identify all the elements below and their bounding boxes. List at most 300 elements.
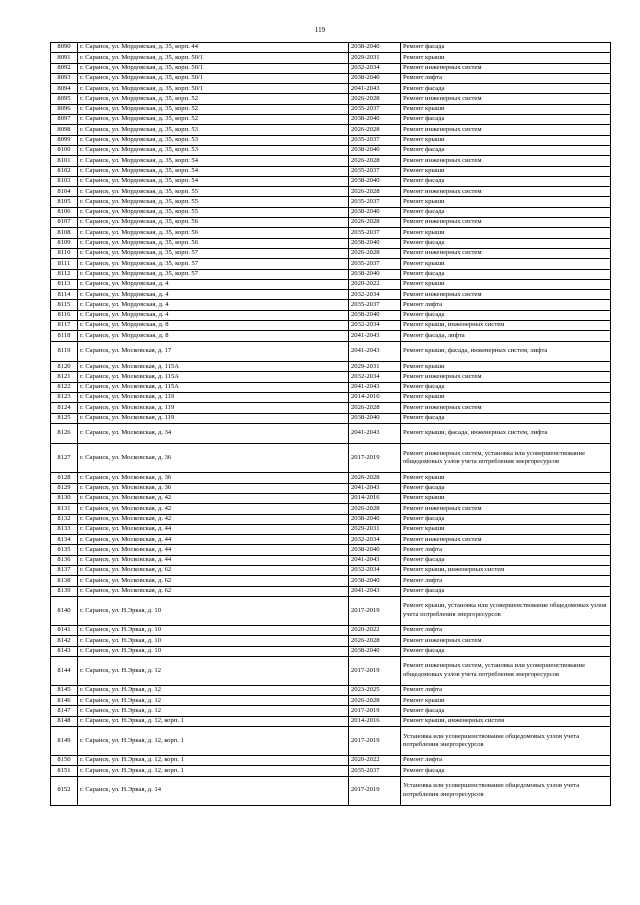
work-type-cell: Ремонт инженерных систем	[401, 94, 611, 104]
period-cell: 2038-2040	[349, 145, 401, 155]
period-cell: 2038-2040	[349, 176, 401, 186]
address-cell: г. Саранск, ул. Московская, д. 119	[78, 403, 349, 413]
work-type-cell: Ремонт инженерных систем, установка или усовершенствование общедомовых узлов учета потребления энергоресурсов	[401, 444, 611, 473]
table-row	[51, 696, 611, 706]
address-cell: г. Саранск, ул. Н.Эркая, д. 12	[78, 696, 349, 706]
work-type-cell: Ремонт фасада	[401, 555, 611, 565]
table-row	[51, 727, 611, 756]
work-type-cell: Ремонт крыши	[401, 362, 611, 372]
period-cell: 2026-2028	[349, 473, 401, 483]
work-type-cell: Ремонт лифта	[401, 576, 611, 586]
work-type-cell: Ремонт фасада	[401, 413, 611, 423]
period-cell: 2035-2037	[349, 259, 401, 269]
work-type-cell: Ремонт крыши	[401, 104, 611, 114]
row-number-cell: 8126	[51, 423, 78, 444]
work-type-cell: Ремонт лифта	[401, 300, 611, 310]
work-type-cell: Ремонт крыши	[401, 197, 611, 207]
address-cell: г. Саранск, ул. Московская, д. 119	[78, 413, 349, 423]
row-number-cell: 8133	[51, 524, 78, 534]
table-row	[51, 555, 611, 565]
address-cell: г. Саранск, ул. Н.Эркая, д. 12	[78, 656, 349, 685]
address-cell: г. Саранск, ул. Московская, д. 34	[78, 423, 349, 444]
row-number-cell: 8147	[51, 706, 78, 716]
work-type-cell: Ремонт фасада	[401, 176, 611, 186]
row-number-cell: 8091	[51, 53, 78, 63]
row-number-cell: 8093	[51, 73, 78, 83]
period-cell: 2017-2019	[349, 776, 401, 805]
work-type-cell: Ремонт фасада, лифта	[401, 331, 611, 341]
address-cell: г. Саранск, ул. Московская, д. 44	[78, 555, 349, 565]
period-cell: 2029-2031	[349, 524, 401, 534]
row-number-cell: 8100	[51, 145, 78, 155]
period-cell: 2014-2016	[349, 716, 401, 726]
table-row	[51, 393, 611, 403]
work-type-cell: Ремонт фасада	[401, 43, 611, 53]
period-cell: 2035-2037	[349, 300, 401, 310]
table-row	[51, 218, 611, 228]
table-row	[51, 646, 611, 656]
table-row	[51, 535, 611, 545]
period-cell: 2026-2028	[349, 94, 401, 104]
table-row	[51, 290, 611, 300]
work-type-cell: Ремонт крыши	[401, 279, 611, 289]
table-row	[51, 514, 611, 524]
table-row	[51, 566, 611, 576]
row-number-cell: 8128	[51, 473, 78, 483]
address-cell: г. Саранск, ул. Н.Эркая, д. 12	[78, 706, 349, 716]
address-cell: г. Саранск, ул. Мордовская, д. 35, корп. 56	[78, 238, 349, 248]
row-number-cell: 8110	[51, 248, 78, 258]
address-cell: г. Саранск, ул. Н.Эркая, д. 12, корп. 1	[78, 716, 349, 726]
row-number-cell: 8148	[51, 716, 78, 726]
address-cell: г. Саранск, ул. Московская, д. 115А	[78, 382, 349, 392]
period-cell: 2038-2040	[349, 413, 401, 423]
address-cell: г. Саранск, ул. Мордовская, д. 4	[78, 290, 349, 300]
row-number-cell: 8124	[51, 403, 78, 413]
period-cell: 2026-2028	[349, 248, 401, 258]
table-row	[51, 197, 611, 207]
address-cell: г. Саранск, ул. Мордовская, д. 35, корп. 50/1	[78, 63, 349, 73]
work-type-cell: Ремонт крыши, инженерных систем	[401, 566, 611, 576]
row-number-cell: 8113	[51, 279, 78, 289]
table-row	[51, 63, 611, 73]
row-number-cell: 8138	[51, 576, 78, 586]
period-cell: 2020-2022	[349, 279, 401, 289]
table-row	[51, 269, 611, 279]
row-number-cell: 8144	[51, 656, 78, 685]
row-number-cell: 8137	[51, 566, 78, 576]
table-row	[51, 84, 611, 94]
work-type-cell: Ремонт крыши	[401, 524, 611, 534]
row-number-cell: 8145	[51, 685, 78, 695]
row-number-cell: 8127	[51, 444, 78, 473]
row-number-cell: 8132	[51, 514, 78, 524]
table-row	[51, 685, 611, 695]
work-type-cell: Ремонт крыши, фасада, инженерных систем, лифта	[401, 423, 611, 444]
table-row	[51, 382, 611, 392]
work-type-cell: Ремонт фасада	[401, 706, 611, 716]
table-row	[51, 403, 611, 413]
work-type-cell: Установка или усовершенствование общедомовых узлов учета потребления энергоресурсов	[401, 727, 611, 756]
address-cell: г. Саранск, ул. Мордовская, д. 35, корп. 56	[78, 218, 349, 228]
row-number-cell: 8112	[51, 269, 78, 279]
table-row	[51, 279, 611, 289]
address-cell: г. Саранск, ул. Московская, д. 44	[78, 524, 349, 534]
address-cell: г. Саранск, ул. Московская, д. 115А	[78, 362, 349, 372]
work-type-cell: Ремонт инженерных систем	[401, 125, 611, 135]
work-type-cell: Ремонт лифта	[401, 625, 611, 635]
work-type-cell: Ремонт инженерных систем	[401, 290, 611, 300]
address-cell: г. Саранск, ул. Мордовская, д. 35, корп. 44	[78, 43, 349, 53]
work-type-cell: Ремонт инженерных систем	[401, 63, 611, 73]
address-cell: г. Саранск, ул. Н.Эркая, д. 10	[78, 646, 349, 656]
table-row	[51, 504, 611, 514]
address-cell: г. Саранск, ул. Мордовская, д. 35, корп. 52	[78, 115, 349, 125]
address-cell: г. Саранск, ул. Мордовская, д. 35, корп. 55	[78, 187, 349, 197]
row-number-cell: 8146	[51, 696, 78, 706]
table-row	[51, 176, 611, 186]
work-type-cell: Ремонт лифта	[401, 756, 611, 766]
row-number-cell: 8108	[51, 228, 78, 238]
table-row	[51, 125, 611, 135]
period-cell: 2038-2040	[349, 310, 401, 320]
period-cell: 2032-2034	[349, 321, 401, 331]
period-cell: 2038-2040	[349, 646, 401, 656]
table-row	[51, 43, 611, 53]
row-number-cell: 8123	[51, 393, 78, 403]
row-number-cell: 8092	[51, 63, 78, 73]
address-cell: г. Саранск, ул. Н.Эркая, д. 10	[78, 596, 349, 625]
address-cell: г. Саранск, ул. Мордовская, д. 35, корп. 53	[78, 125, 349, 135]
address-cell: г. Саранск, ул. Н.Эркая, д. 12, корп. 1	[78, 727, 349, 756]
table-row	[51, 145, 611, 155]
address-cell: г. Саранск, ул. Мордовская, д. 35, корп. 53	[78, 145, 349, 155]
table-row	[51, 207, 611, 217]
table-row	[51, 596, 611, 625]
address-cell: г. Саранск, ул. Мордовская, д. 35, корп. 57	[78, 269, 349, 279]
period-cell: 2032-2034	[349, 63, 401, 73]
address-cell: г. Саранск, ул. Мордовская, д. 35, корп. 57	[78, 248, 349, 258]
row-number-cell: 8122	[51, 382, 78, 392]
row-number-cell: 8142	[51, 636, 78, 646]
table-row	[51, 716, 611, 726]
period-cell: 2026-2028	[349, 125, 401, 135]
period-cell: 2038-2040	[349, 43, 401, 53]
work-type-cell: Ремонт инженерных систем	[401, 218, 611, 228]
row-number-cell: 8105	[51, 197, 78, 207]
table-row	[51, 636, 611, 646]
table-row	[51, 341, 611, 362]
table-row	[51, 625, 611, 635]
work-type-cell: Ремонт фасада	[401, 207, 611, 217]
work-type-cell: Ремонт фасада	[401, 115, 611, 125]
address-cell: г. Саранск, ул. Мордовская, д. 35, корп. 50/1	[78, 73, 349, 83]
row-number-cell: 8143	[51, 646, 78, 656]
work-type-cell: Ремонт лифта	[401, 73, 611, 83]
table-row	[51, 104, 611, 114]
period-cell: 2017-2019	[349, 656, 401, 685]
page-number: 119	[314, 26, 326, 34]
table-row	[51, 300, 611, 310]
row-number-cell: 8098	[51, 125, 78, 135]
row-number-cell: 8131	[51, 504, 78, 514]
period-cell: 2038-2040	[349, 238, 401, 248]
work-type-cell: Ремонт фасада	[401, 766, 611, 776]
address-cell: г. Саранск, ул. Мордовская, д. 8	[78, 331, 349, 341]
period-cell: 2023-2025	[349, 685, 401, 695]
row-number-cell: 8151	[51, 766, 78, 776]
row-number-cell: 8139	[51, 586, 78, 596]
address-cell: г. Саранск, ул. Московская, д. 44	[78, 535, 349, 545]
work-type-cell: Ремонт инженерных систем	[401, 636, 611, 646]
address-cell: г. Саранск, ул. Мордовская, д. 35, корп. 54	[78, 166, 349, 176]
period-cell: 2041-2043	[349, 331, 401, 341]
address-cell: г. Саранск, ул. Московская, д. 44	[78, 545, 349, 555]
table-row	[51, 473, 611, 483]
table-row	[51, 776, 611, 805]
work-type-cell: Ремонт фасада	[401, 238, 611, 248]
address-cell: г. Саранск, ул. Московская, д. 36	[78, 483, 349, 493]
row-number-cell: 8141	[51, 625, 78, 635]
period-cell: 2017-2019	[349, 706, 401, 716]
table-row	[51, 423, 611, 444]
period-cell: 2038-2040	[349, 269, 401, 279]
address-cell: г. Саранск, ул. Мордовская, д. 4	[78, 310, 349, 320]
period-cell: 2026-2028	[349, 218, 401, 228]
table-row	[51, 413, 611, 423]
table-row	[51, 362, 611, 372]
address-cell: г. Саранск, ул. Н.Эркая, д. 10	[78, 636, 349, 646]
row-number-cell: 8097	[51, 115, 78, 125]
row-number-cell: 8150	[51, 756, 78, 766]
work-type-cell: Ремонт крыши	[401, 259, 611, 269]
address-cell: г. Саранск, ул. Мордовская, д. 35, корп. 52	[78, 104, 349, 114]
table-row	[51, 53, 611, 63]
address-cell: г. Саранск, ул. Мордовская, д. 35, корп. 56	[78, 228, 349, 238]
registry-table-body	[51, 43, 611, 806]
period-cell: 2041-2043	[349, 555, 401, 565]
address-cell: г. Саранск, ул. Московская, д. 62	[78, 576, 349, 586]
table-row	[51, 524, 611, 534]
address-cell: г. Саранск, ул. Московская, д. 36	[78, 473, 349, 483]
period-cell: 2035-2037	[349, 228, 401, 238]
work-type-cell: Ремонт фасада	[401, 646, 611, 656]
row-number-cell: 8120	[51, 362, 78, 372]
table-row	[51, 248, 611, 258]
work-type-cell: Ремонт лифта	[401, 545, 611, 555]
work-type-cell: Ремонт инженерных систем	[401, 156, 611, 166]
address-cell: г. Саранск, ул. Московская, д. 62	[78, 566, 349, 576]
work-type-cell: Ремонт крыши	[401, 696, 611, 706]
period-cell: 2041-2043	[349, 341, 401, 362]
row-number-cell: 8129	[51, 483, 78, 493]
address-cell: г. Саранск, ул. Мордовская, д. 35, корп. 52	[78, 94, 349, 104]
address-cell: г. Саранск, ул. Н.Эркая, д. 12, корп. 1	[78, 756, 349, 766]
work-type-cell: Ремонт инженерных систем	[401, 403, 611, 413]
period-cell: 2032-2034	[349, 372, 401, 382]
work-type-cell: Ремонт фасада	[401, 145, 611, 155]
address-cell: г. Саранск, ул. Московская, д. 119	[78, 393, 349, 403]
table-row	[51, 756, 611, 766]
address-cell: г. Саранск, ул. Московская, д. 42	[78, 514, 349, 524]
work-type-cell: Ремонт лифта	[401, 685, 611, 695]
address-cell: г. Саранск, ул. Московская, д. 62	[78, 586, 349, 596]
work-type-cell: Установка или усовершенствование общедомовых узлов учета потребления энергоресурсов	[401, 776, 611, 805]
period-cell: 2041-2043	[349, 586, 401, 596]
table-row	[51, 94, 611, 104]
table-row	[51, 321, 611, 331]
period-cell: 2041-2043	[349, 382, 401, 392]
period-cell: 2026-2028	[349, 187, 401, 197]
registry-table	[50, 42, 611, 806]
work-type-cell: Ремонт фасада	[401, 483, 611, 493]
work-type-cell: Ремонт крыши, установка или усовершенствование общедомовых узлов учета потребления энергоресурсов	[401, 596, 611, 625]
row-number-cell: 8107	[51, 218, 78, 228]
period-cell: 2032-2034	[349, 566, 401, 576]
work-type-cell: Ремонт фасада	[401, 382, 611, 392]
table-row	[51, 115, 611, 125]
work-type-cell: Ремонт фасада	[401, 514, 611, 524]
period-cell: 2014-2016	[349, 493, 401, 503]
row-number-cell: 8090	[51, 43, 78, 53]
row-number-cell: 8103	[51, 176, 78, 186]
table-row	[51, 586, 611, 596]
period-cell: 2017-2019	[349, 727, 401, 756]
period-cell: 2038-2040	[349, 207, 401, 217]
period-cell: 2041-2043	[349, 84, 401, 94]
work-type-cell: Ремонт крыши	[401, 166, 611, 176]
address-cell: г. Саранск, ул. Московская, д. 17	[78, 341, 349, 362]
table-row	[51, 444, 611, 473]
row-number-cell: 8140	[51, 596, 78, 625]
period-cell: 2032-2034	[349, 290, 401, 300]
work-type-cell: Ремонт крыши	[401, 473, 611, 483]
address-cell: г. Саранск, ул. Н.Эркая, д. 14	[78, 776, 349, 805]
work-type-cell: Ремонт крыши, инженерных систем	[401, 321, 611, 331]
work-type-cell: Ремонт крыши	[401, 393, 611, 403]
row-number-cell: 8096	[51, 104, 78, 114]
row-number-cell: 8095	[51, 94, 78, 104]
period-cell: 2035-2037	[349, 766, 401, 776]
row-number-cell: 8121	[51, 372, 78, 382]
address-cell: г. Саранск, ул. Московская, д. 115А	[78, 372, 349, 382]
table-row	[51, 656, 611, 685]
row-number-cell: 8130	[51, 493, 78, 503]
address-cell: г. Саранск, ул. Мордовская, д. 4	[78, 300, 349, 310]
work-type-cell: Ремонт крыши	[401, 135, 611, 145]
work-type-cell: Ремонт фасада	[401, 586, 611, 596]
row-number-cell: 8111	[51, 259, 78, 269]
work-type-cell: Ремонт крыши, инженерных систем	[401, 716, 611, 726]
work-type-cell: Ремонт инженерных систем	[401, 504, 611, 514]
period-cell: 2038-2040	[349, 115, 401, 125]
table-row	[51, 331, 611, 341]
work-type-cell: Ремонт крыши	[401, 228, 611, 238]
table-row	[51, 73, 611, 83]
work-type-cell: Ремонт фасада	[401, 269, 611, 279]
address-cell: г. Саранск, ул. Мордовская, д. 4	[78, 279, 349, 289]
address-cell: г. Саранск, ул. Мордовская, д. 35, корп. 55	[78, 197, 349, 207]
table-row	[51, 372, 611, 382]
address-cell: г. Саранск, ул. Мордовская, д. 35, корп. 53	[78, 135, 349, 145]
table-row	[51, 156, 611, 166]
period-cell: 2029-2031	[349, 53, 401, 63]
row-number-cell: 8135	[51, 545, 78, 555]
table-row	[51, 766, 611, 776]
period-cell: 2041-2043	[349, 423, 401, 444]
row-number-cell: 8134	[51, 535, 78, 545]
address-cell: г. Саранск, ул. Н.Эркая, д. 12	[78, 685, 349, 695]
period-cell: 2014-2016	[349, 393, 401, 403]
address-cell: г. Саранск, ул. Мордовская, д. 35, корп. 54	[78, 176, 349, 186]
table-row	[51, 259, 611, 269]
row-number-cell: 8149	[51, 727, 78, 756]
row-number-cell: 8116	[51, 310, 78, 320]
period-cell: 2038-2040	[349, 545, 401, 555]
row-number-cell: 8114	[51, 290, 78, 300]
row-number-cell: 8118	[51, 331, 78, 341]
period-cell: 2035-2037	[349, 104, 401, 114]
table-row	[51, 310, 611, 320]
row-number-cell: 8102	[51, 166, 78, 176]
address-cell: г. Саранск, ул. Московская, д. 42	[78, 493, 349, 503]
address-cell: г. Саранск, ул. Мордовская, д. 35, корп. 54	[78, 156, 349, 166]
address-cell: г. Саранск, ул. Мордовская, д. 35, корп. 55	[78, 207, 349, 217]
work-type-cell: Ремонт инженерных систем	[401, 248, 611, 258]
row-number-cell: 8152	[51, 776, 78, 805]
table-row	[51, 228, 611, 238]
address-cell: г. Саранск, ул. Мордовская, д. 35, корп. 50/1	[78, 84, 349, 94]
period-cell: 2035-2037	[349, 135, 401, 145]
address-cell: г. Саранск, ул. Мордовская, д. 35, корп. 57	[78, 259, 349, 269]
work-type-cell: Ремонт фасада	[401, 310, 611, 320]
work-type-cell: Ремонт инженерных систем	[401, 535, 611, 545]
period-cell: 2041-2043	[349, 483, 401, 493]
row-number-cell: 8106	[51, 207, 78, 217]
row-number-cell: 8125	[51, 413, 78, 423]
work-type-cell: Ремонт крыши, фасада, инженерных систем, лифта	[401, 341, 611, 362]
address-cell: г. Саранск, ул. Московская, д. 36	[78, 444, 349, 473]
period-cell: 2020-2022	[349, 756, 401, 766]
row-number-cell: 8117	[51, 321, 78, 331]
period-cell: 2017-2019	[349, 596, 401, 625]
table-row	[51, 238, 611, 248]
table-row	[51, 493, 611, 503]
table-row	[51, 576, 611, 586]
address-cell: г. Саранск, ул. Мордовская, д. 35, корп. 50/1	[78, 53, 349, 63]
table-row	[51, 706, 611, 716]
row-number-cell: 8136	[51, 555, 78, 565]
row-number-cell: 8119	[51, 341, 78, 362]
work-type-cell: Ремонт инженерных систем	[401, 187, 611, 197]
work-type-cell: Ремонт инженерных систем	[401, 372, 611, 382]
row-number-cell: 8101	[51, 156, 78, 166]
row-number-cell: 8099	[51, 135, 78, 145]
period-cell: 2026-2028	[349, 504, 401, 514]
row-number-cell: 8109	[51, 238, 78, 248]
work-type-cell: Ремонт крыши	[401, 493, 611, 503]
period-cell: 2035-2037	[349, 197, 401, 207]
address-cell: г. Саранск, ул. Московская, д. 42	[78, 504, 349, 514]
period-cell: 2038-2040	[349, 514, 401, 524]
period-cell: 2026-2028	[349, 403, 401, 413]
period-cell: 2038-2040	[349, 73, 401, 83]
work-type-cell: Ремонт инженерных систем, установка или усовершенствование общедомовых узлов учета потребления энергоресурсов	[401, 656, 611, 685]
period-cell: 2035-2037	[349, 166, 401, 176]
period-cell: 2026-2028	[349, 696, 401, 706]
period-cell: 2020-2022	[349, 625, 401, 635]
period-cell: 2038-2040	[349, 576, 401, 586]
